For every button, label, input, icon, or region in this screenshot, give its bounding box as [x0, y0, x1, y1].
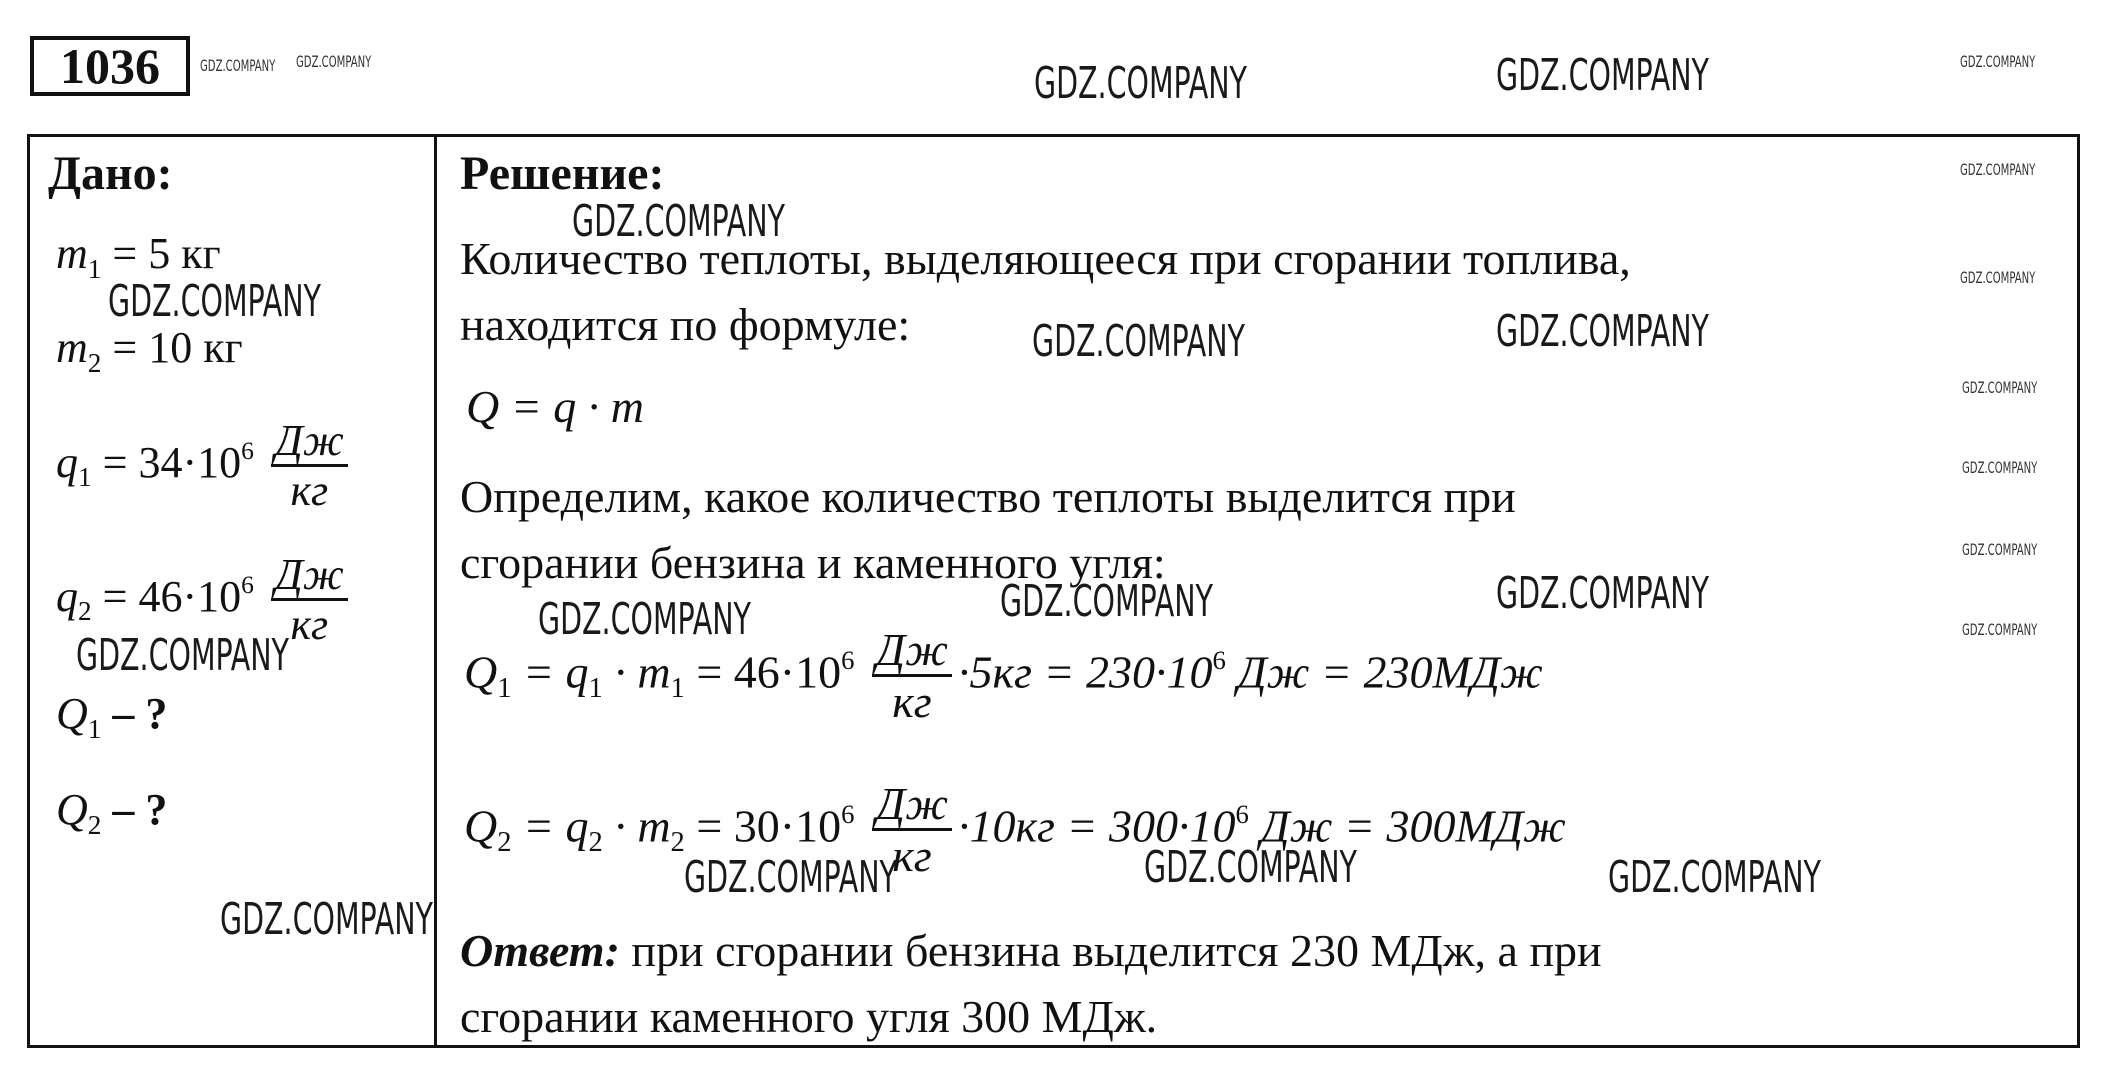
watermark: GDZ.COMPANY	[684, 852, 897, 903]
solution-text-line: Количество теплоты, выделяющееся при сгорании топлива,	[460, 233, 1631, 284]
given-m2: $m_2 = 10$ кг	[56, 323, 243, 378]
watermark: GDZ.COMPANY	[1960, 52, 2036, 71]
watermark: GDZ.COMPANY	[1962, 620, 2038, 639]
find-Q2: $Q_2$ – ?	[56, 785, 168, 840]
watermark: GDZ.COMPANY	[1032, 316, 1245, 367]
equation-Q2: $Q_2 = q_2 \cdot m_2 = 30\cdot 10^6$ $\frac{Дж}{кг}$ $\cdot 10кг = 300\cdot 10^6$ Дж = 300МДж	[464, 778, 1566, 882]
watermark: GDZ.COMPANY	[1960, 160, 2036, 179]
find-Q1: $Q_1$ – ?	[56, 689, 168, 744]
solution-text-line: Определим, какое количество теплоты выделится при	[460, 471, 1516, 522]
watermark: GDZ.COMPANY	[1496, 50, 1709, 101]
watermark: GDZ.COMPANY	[1000, 576, 1213, 627]
solution-header: Решение:	[460, 147, 665, 200]
watermark: GDZ.COMPANY	[1034, 58, 1247, 109]
answer-label: Ответ:	[460, 925, 620, 976]
given-header: Дано:	[48, 147, 173, 200]
solution-text-line: сгорании бензина и каменного угля:	[460, 537, 1166, 588]
watermark: GDZ.COMPANY	[538, 594, 751, 645]
given-q1: $q_1 = 34\cdot 10^6$ $\frac{Дж}{кг}$	[56, 418, 354, 516]
watermark: GDZ.COMPANY	[200, 56, 276, 75]
equation-Q1: $Q_1 = q_1 \cdot m_1 = 46\cdot 10^6$ $\frac{Дж}{кг}$ $\cdot 5кг = 230\cdot 10^6$ Дж = 230МДж	[464, 624, 1543, 728]
watermark: GDZ.COMPANY	[76, 630, 289, 681]
solution-text-line: находится по формуле:	[460, 299, 911, 350]
given-m1: $m_1 = 5$ кг	[56, 229, 221, 284]
answer-line: сгорании каменного угля 300 МДж.	[460, 991, 1158, 1042]
column-divider	[434, 134, 437, 1048]
answer-line: Ответ: при сгорании бензина выделится 230 МДж, а при	[460, 925, 1602, 976]
problem-number: 1036	[30, 36, 190, 96]
watermark: GDZ.COMPANY	[572, 196, 785, 247]
watermark: GDZ.COMPANY	[108, 276, 321, 327]
formula: Q = q · m	[466, 381, 644, 432]
watermark: GDZ.COMPANY	[1960, 268, 2036, 287]
watermark: GDZ.COMPANY	[1496, 568, 1709, 619]
watermark: GDZ.COMPANY	[220, 894, 433, 945]
watermark: GDZ.COMPANY	[1962, 540, 2038, 559]
watermark: GDZ.COMPANY	[1962, 458, 2038, 477]
watermark: GDZ.COMPANY	[296, 52, 372, 71]
watermark: GDZ.COMPANY	[1144, 842, 1357, 893]
watermark: GDZ.COMPANY	[1962, 378, 2038, 397]
given-q2: $q_2 = 46\cdot 10^6$ $\frac{Дж}{кг}$	[56, 552, 354, 650]
watermark: GDZ.COMPANY	[1496, 306, 1709, 357]
watermark: GDZ.COMPANY	[1608, 852, 1821, 903]
